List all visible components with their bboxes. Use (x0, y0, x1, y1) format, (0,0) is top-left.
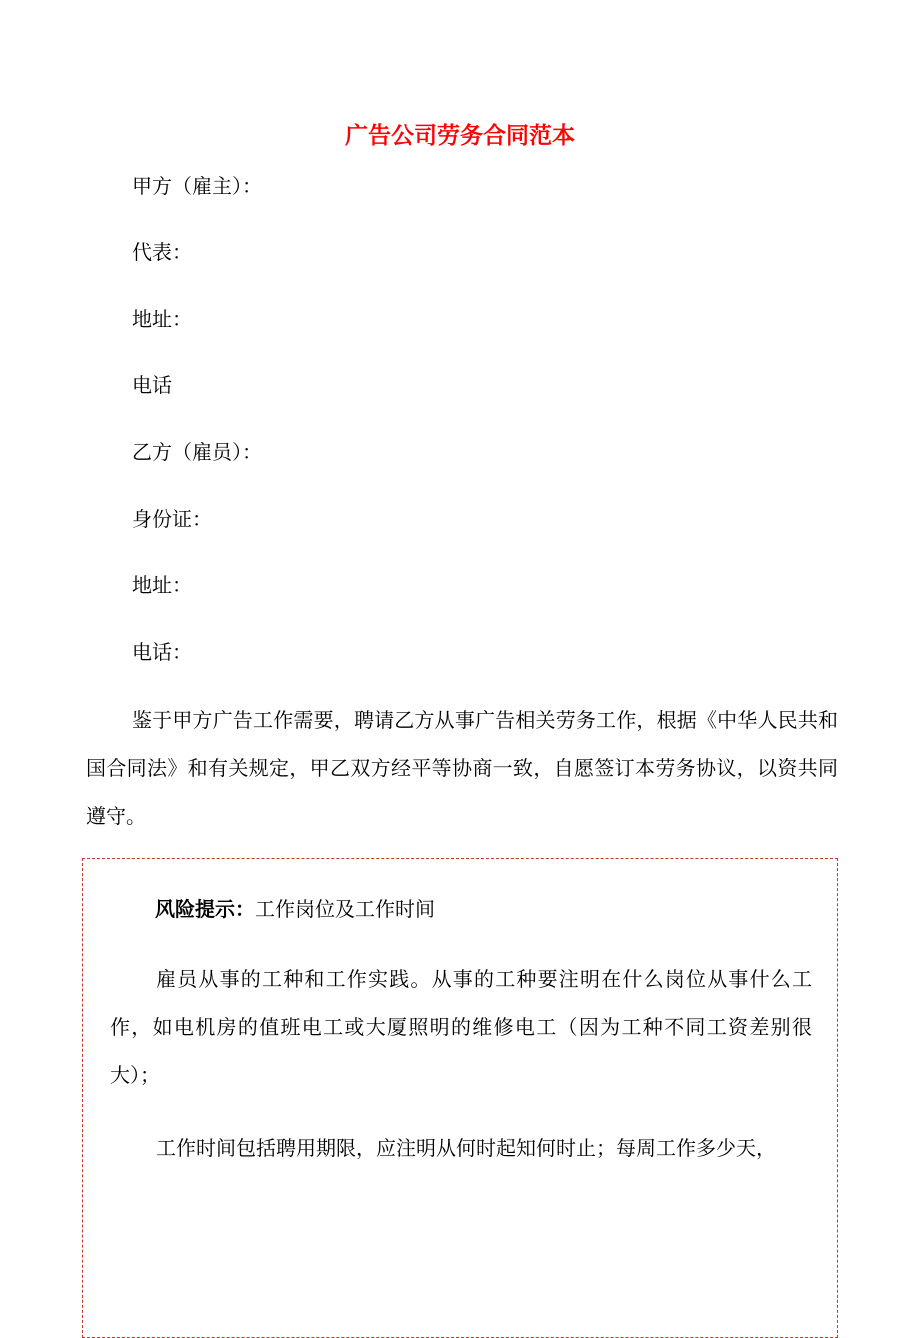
risk-notice-label: 风险提示： (155, 897, 255, 921)
field-address-b: 地址： (132, 573, 192, 597)
field-phone-a: 电话 (132, 373, 172, 397)
field-address-a: 地址： (132, 307, 192, 331)
risk-paragraph-work-time: 工作时间包括聘用期限，应注明从何时起知何时止；每周工作多少天， (156, 1136, 776, 1160)
field-party-b: 乙方（雇员）： (132, 440, 262, 464)
risk-notice-heading (155, 894, 435, 924)
field-phone-b: 电话： (132, 640, 192, 664)
field-id-card: 身份证： (132, 507, 212, 531)
field-party-a: 甲方（雇主）： (132, 174, 262, 198)
risk-notice-topic: 工作岗位及工作时间 (255, 897, 435, 921)
intro-paragraph: 鉴于甲方广告工作需要，聘请乙方从事广告相关劳务工作，根据《中华人民共和国合同法》和有关规定，甲乙双方经平等协商一致，自愿签订本劳务协议，以资共同遵守。 (86, 708, 838, 828)
field-representative: 代表： (132, 240, 192, 264)
risk-paragraph-job-type: 雇员从事的工种和工作实践。从事的工种要注明在什么岗位从事什么工作，如电机房的值班电工或大厦照明的维修电工（因为工种不同工资差别很大）； (110, 967, 812, 1087)
document-title: 广告公司劳务合同范本 (345, 122, 575, 149)
